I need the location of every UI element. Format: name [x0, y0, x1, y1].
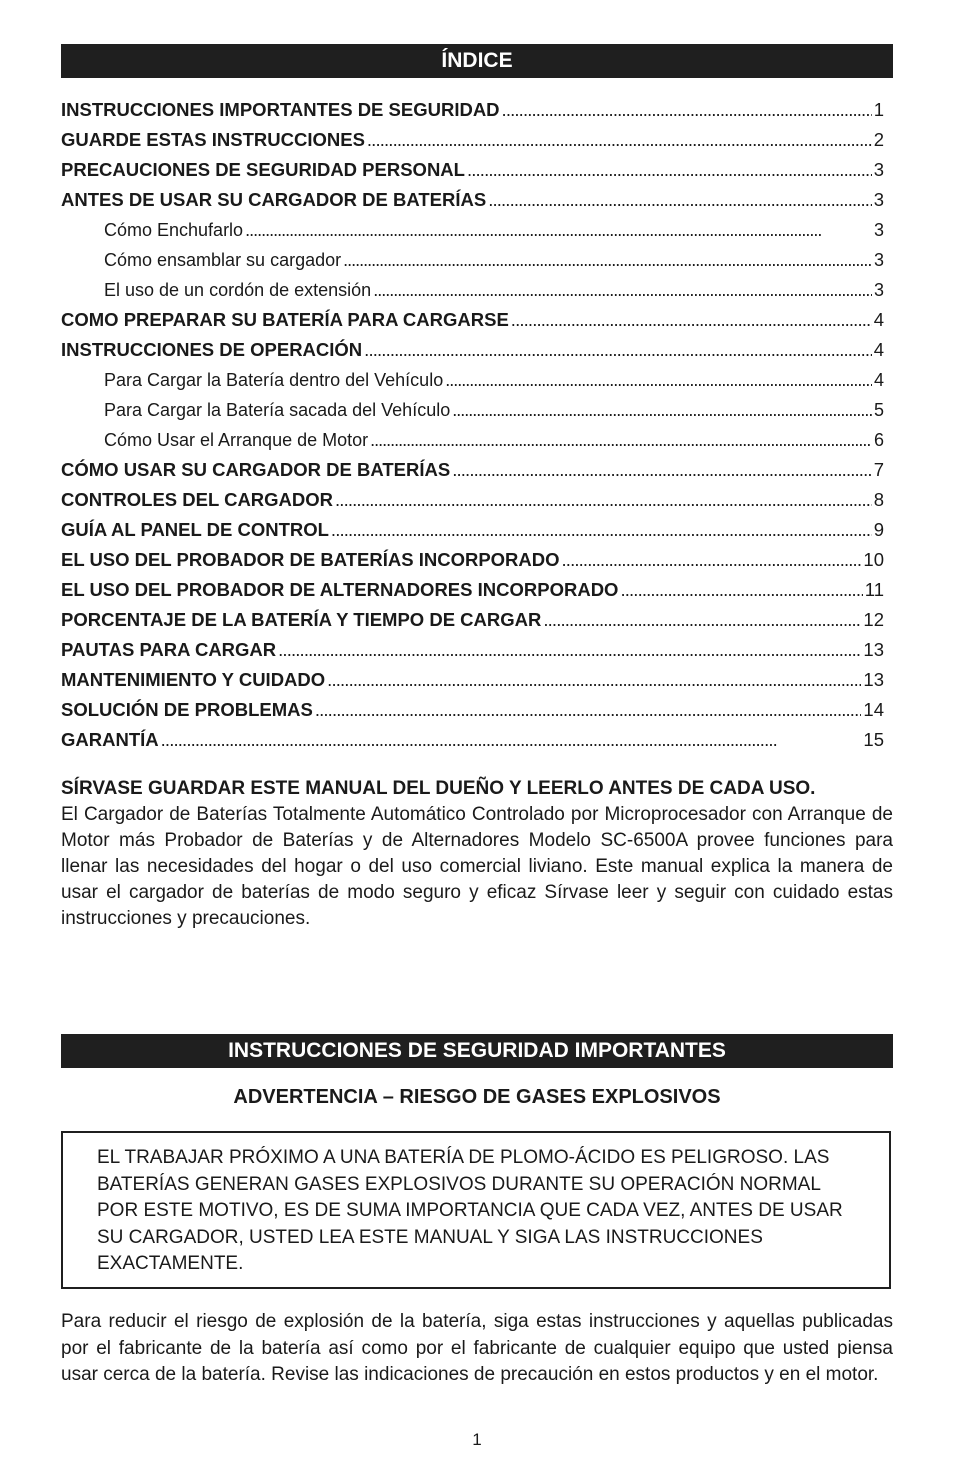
toc-leader-dots [452, 455, 872, 485]
toc-leader-dots [278, 635, 861, 665]
toc-entry [61, 305, 884, 335]
toc-entry [61, 665, 884, 695]
toc-leader-dots [367, 125, 872, 155]
table-of-contents [61, 95, 884, 755]
toc-entry [61, 605, 884, 635]
toc-entry-page: 12 [863, 609, 884, 630]
toc-entry [61, 575, 884, 605]
toc-leader-dots [245, 215, 872, 245]
toc-leader-dots [373, 275, 872, 305]
toc-entry-label: Para Cargar la Batería sacada del Vehículo [104, 400, 451, 420]
toc-entry-label: MANTENIMIENTO Y CUIDADO [61, 669, 326, 690]
toc-entry [61, 695, 884, 725]
toc-leader-dots [488, 185, 872, 215]
toc-entry-label: COMO PREPARAR SU BATERÍA PARA CARGARSE [61, 309, 509, 330]
toc-leader-dots [445, 365, 872, 395]
toc-entry-label: EL USO DEL PROBADOR DE ALTERNADORES INCORPORADO [61, 579, 619, 600]
toc-entry-label: INSTRUCCIONES IMPORTANTES DE SEGURIDAD [61, 99, 500, 120]
toc-entry [61, 95, 884, 125]
toc-entry [61, 455, 884, 485]
toc-entry-page: 4 [873, 309, 884, 330]
toc-entry [61, 365, 884, 395]
toc-entry-label: CONTROLES DEL CARGADOR [61, 489, 334, 510]
toc-leader-dots [343, 245, 872, 275]
toc-entry-label: PORCENTAJE DE LA BATERÍA Y TIEMPO DE CARGAR [61, 609, 542, 630]
safety-heading: INSTRUCCIONES DE SEGURIDAD IMPORTANTES [61, 1034, 893, 1068]
toc-entry-label: SOLUCIÓN DE PROBLEMAS [61, 699, 313, 720]
toc-heading: ÍNDICE [61, 44, 893, 78]
safety-closing-paragraph: Para reducir el riesgo de explosión de la batería, siga estas instrucciones y aquellas publicadas por el fabricante de la batería así como por el fabricante de cualquier equipo que usted piensa usar cerca de la batería. Revise las indicaciones de precaución en estos productos y en el motor. [61, 1311, 893, 1385]
toc-leader-dots [620, 575, 862, 605]
toc-entry-page: 3 [873, 220, 884, 240]
toc-entry [61, 725, 884, 755]
toc-leader-dots [315, 695, 862, 725]
toc-entry-page: 11 [864, 579, 884, 600]
toc-entry [61, 275, 884, 305]
toc-entry-label: PAUTAS PARA CARGAR [61, 639, 277, 660]
toc-leader-dots [452, 395, 872, 425]
intro-body: El Cargador de Baterías Totalmente Automático Controlado por Microprocesador con Arranque de Motor más Probador de Baterías y de Alternadores Modelo SC-6500A provee funciones para llenar las necesidades del hogar o del uso comercial liviano. Este manual explica la manera de usar el cargador de baterías de modo seguro y eficaz Sírvase leer y seguir con cuidado estas instrucciones y precauciones. [61, 804, 893, 929]
toc-entry [61, 545, 884, 575]
toc-entry [61, 185, 884, 215]
toc-entry-page: 3 [873, 159, 884, 180]
toc-entry-page: 4 [873, 339, 884, 360]
toc-entry [61, 155, 884, 185]
toc-entry-label: Cómo ensamblar su cargador [104, 250, 342, 270]
intro-section [61, 776, 893, 932]
toc-leader-dots [511, 305, 872, 335]
toc-entry-label: GUARDE ESTAS INSTRUCCIONES [61, 129, 365, 150]
toc-entry-label: GUÍA AL PANEL DE CONTROL [61, 519, 329, 540]
toc-entry-label: ANTES DE USAR SU CARGADOR DE BATERÍAS [61, 189, 487, 210]
toc-entry-page: 6 [873, 430, 884, 450]
intro-note: SÍRVASE GUARDAR ESTE MANUAL DEL DUEÑO Y LEERLO ANTES DE CADA USO. [61, 778, 816, 799]
toc-entry-label: Cómo Enchufarlo [104, 220, 244, 240]
toc-entry [61, 245, 884, 275]
toc-entry-page: 2 [873, 129, 884, 150]
toc-entry-label: INSTRUCCIONES DE OPERACIÓN [61, 339, 363, 360]
toc-leader-dots [467, 155, 872, 185]
toc-entry [61, 485, 884, 515]
toc-entry [61, 635, 884, 665]
toc-leader-dots [161, 725, 862, 755]
toc-leader-dots [331, 515, 872, 545]
warning-title: ADVERTENCIA – RIESGO DE GASES EXPLOSIVOS [233, 1086, 721, 1108]
toc-leader-dots [364, 335, 872, 365]
toc-entry-page: 7 [873, 459, 884, 480]
toc-leader-dots [562, 545, 862, 575]
toc-entry [61, 125, 884, 155]
toc-entry-label: CÓMO USAR SU CARGADOR DE BATERÍAS [61, 459, 451, 480]
toc-entry [61, 215, 884, 245]
toc-entry-label: PRECAUCIONES DE SEGURIDAD PERSONAL [61, 159, 465, 180]
toc-entry [61, 425, 884, 455]
toc-entry-page: 3 [873, 280, 884, 300]
toc-leader-dots [327, 665, 861, 695]
toc-entry-page: 3 [873, 250, 884, 270]
toc-entry-page: 13 [863, 639, 884, 660]
toc-entry-page: 3 [873, 189, 884, 210]
toc-entry-page: 13 [863, 669, 884, 690]
toc-leader-dots [543, 605, 861, 635]
toc-entry-label: EL USO DEL PROBADOR DE BATERÍAS INCORPORADO [61, 549, 560, 570]
warning-box [61, 1131, 891, 1289]
toc-entry-label: El uso de un cordón de extensión [104, 280, 372, 300]
toc-entry [61, 335, 884, 365]
toc-entry-page: 5 [873, 400, 884, 420]
toc-entry-page: 10 [863, 549, 884, 570]
toc-entry [61, 395, 884, 425]
toc-entry-page: 15 [863, 729, 884, 750]
page-number: 1 [472, 1430, 482, 1449]
warning-text: EL TRABAJAR PRÓXIMO A UNA BATERÍA DE PLOMO-ÁCIDO ES PELIGROSO. LAS BATERÍAS GENERAN GASES EXPLOSIVOS DURANTE SU OPERACIÓN NORMAL POR ESTE MOTIVO, ES DE SUMA IMPORTANCIA QUE CADA VEZ, ANTES DE USAR SU CARGADOR, USTED LEA ESTE MANUAL Y SIGA LAS INSTRUCCIONES EXACTAMENTE. [97, 1147, 843, 1274]
toc-entry [61, 515, 884, 545]
toc-entry-page: 1 [873, 99, 884, 120]
toc-entry-page: 4 [873, 370, 884, 390]
toc-entry-label: GARANTÍA [61, 729, 159, 750]
toc-entry-page: 14 [863, 699, 884, 720]
toc-leader-dots [335, 485, 872, 515]
toc-entry-page: 8 [873, 489, 884, 510]
toc-leader-dots [502, 95, 872, 125]
toc-entry-label: Cómo Usar el Arranque de Motor [104, 430, 369, 450]
toc-leader-dots [370, 425, 872, 455]
toc-entry-page: 9 [873, 519, 884, 540]
toc-entry-label: Para Cargar la Batería dentro del Vehículo [104, 370, 444, 390]
